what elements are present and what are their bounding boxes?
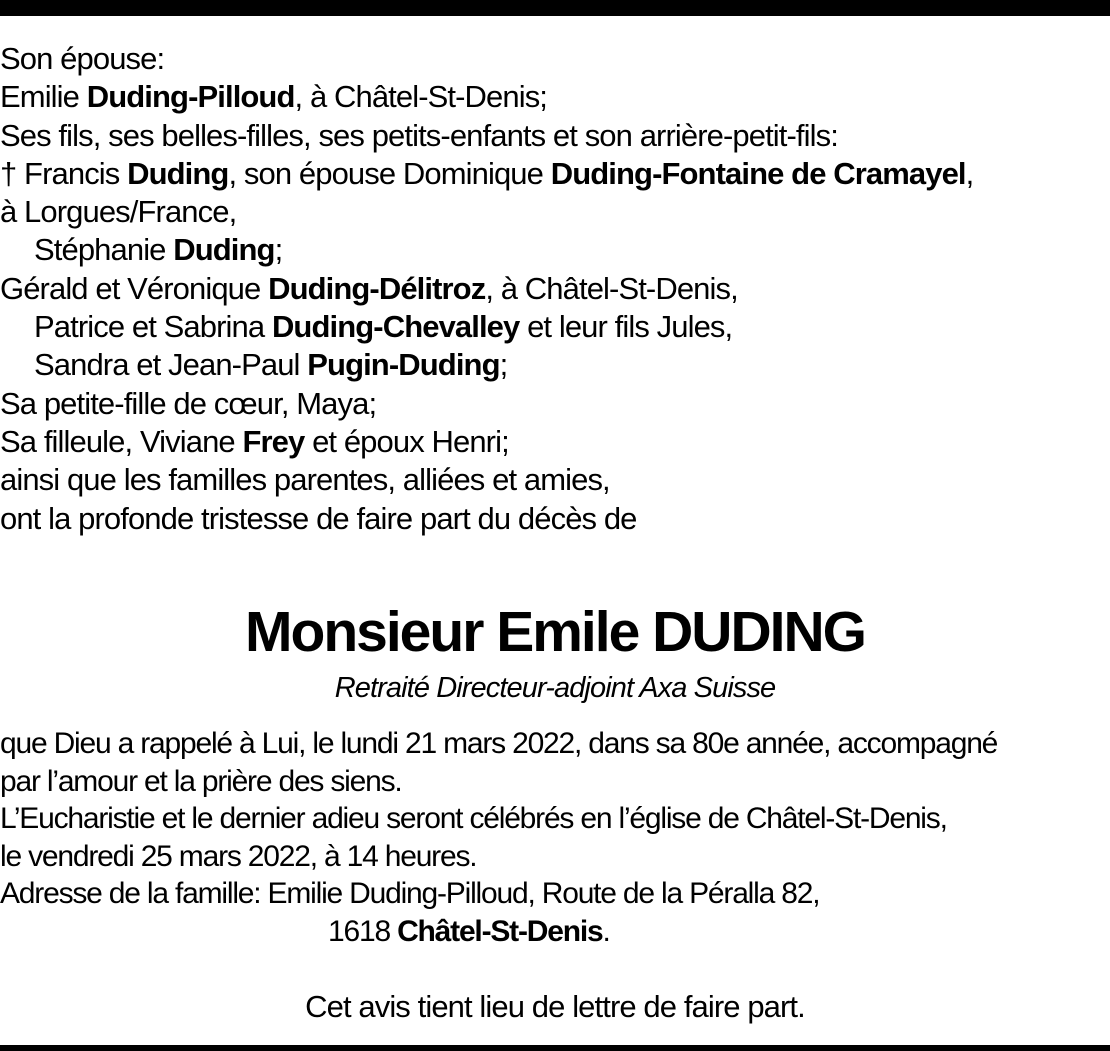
spouse-surname: Duding-Pilloud — [86, 79, 295, 115]
grandchild-patrice-names: Patrice et Sabrina — [34, 309, 272, 345]
deceased-name: Monsieur Emile DUDING — [245, 600, 865, 664]
grandchild-stephanie-name: Stéphanie — [34, 232, 174, 268]
daughter-in-law-dominique-surname: Duding-Fontaine de Cramayel — [550, 155, 966, 191]
spouse-heading: Son épouse: — [0, 41, 165, 76]
period: . — [602, 914, 610, 948]
deceased-title: Retraité Directeur-adjoint Axa Suisse — [334, 672, 776, 704]
postal-code: 1618 — [328, 914, 398, 948]
ceremony-line: L’Eucharistie et le dernier adieu seront célébrés en l’église de Châtel-St-Denis, — [0, 802, 947, 835]
children-heading: Ses fils, ses belles-filles, ses petits-enfants et son arrière-petit-fils: — [0, 117, 838, 153]
son-francis-name: † Francis — [0, 155, 128, 191]
daughter-in-law-dominique: , son épouse Dominique — [228, 155, 551, 191]
son-francis-surname: Duding — [127, 155, 229, 191]
semicolon: ; — [499, 347, 508, 383]
grandchild-patrice — [0, 308, 1110, 346]
family-announcement — [0, 40, 1110, 538]
son-gerald-entry — [0, 270, 1110, 308]
family-address-line: Adresse de la famille: Emilie Duding-Pilloud, Route de la Péralla 82, — [0, 877, 820, 910]
granddaughter-maya: Sa petite-fille de cœur, Maya; — [0, 385, 377, 421]
family-address-city — [0, 913, 1110, 951]
goddaughter-surname: Frey — [242, 423, 305, 459]
spouse-place: , à Châtel-St-Denis; — [294, 79, 548, 115]
closing-note: Cet avis tient lieu de lettre de faire part. — [305, 989, 805, 1024]
funeral-details — [0, 725, 1110, 950]
grandchild-stephanie — [0, 231, 1110, 269]
son-gerald-names: Gérald et Véronique — [0, 270, 269, 306]
goddaughter-name: Sa filleule, Viviane — [0, 423, 243, 459]
grandchild-sandra-names: Sandra et Jean-Paul — [34, 347, 308, 383]
comma: , — [965, 155, 974, 191]
goddaughter-husband: et époux Henri; — [304, 423, 509, 459]
city-name: Châtel-St-Denis — [397, 914, 603, 948]
goddaughter-entry — [0, 423, 1110, 461]
son-francis-place: à Lorgues/France, — [0, 194, 237, 230]
death-date-line-2: par l’amour et la prière des siens. — [0, 764, 402, 798]
son-gerald-surname: Duding-Délitroz — [268, 270, 486, 306]
semicolon: ; — [274, 232, 283, 268]
announcement-intro: ont la profonde tristesse de faire part du décès de — [0, 500, 637, 536]
grandchild-sandra-surname: Pugin-Duding — [307, 347, 500, 383]
great-grandson-jules: et leur fils Jules, — [519, 309, 733, 345]
son-francis-entry — [0, 155, 1110, 193]
death-date-line: que Dieu a rappelé à Lui, le lundi 21 mars 2022, dans sa 80e année, accompagné — [0, 727, 998, 760]
spouse-first-name: Emilie — [0, 79, 87, 115]
grandchild-sandra — [0, 346, 1110, 384]
son-gerald-place: , à Châtel-St-Denis, — [485, 270, 738, 306]
top-rule — [0, 0, 1110, 16]
extended-family: ainsi que les familles parentes, alliées et amies, — [0, 462, 610, 498]
grandchild-patrice-surname: Duding-Chevalley — [271, 309, 520, 345]
grandchild-stephanie-surname: Duding — [173, 232, 275, 268]
bottom-rule — [0, 1045, 1110, 1051]
spouse-entry — [0, 78, 1110, 116]
ceremony-date-line: le vendredi 25 mars 2022, à 14 heures. — [0, 839, 477, 873]
